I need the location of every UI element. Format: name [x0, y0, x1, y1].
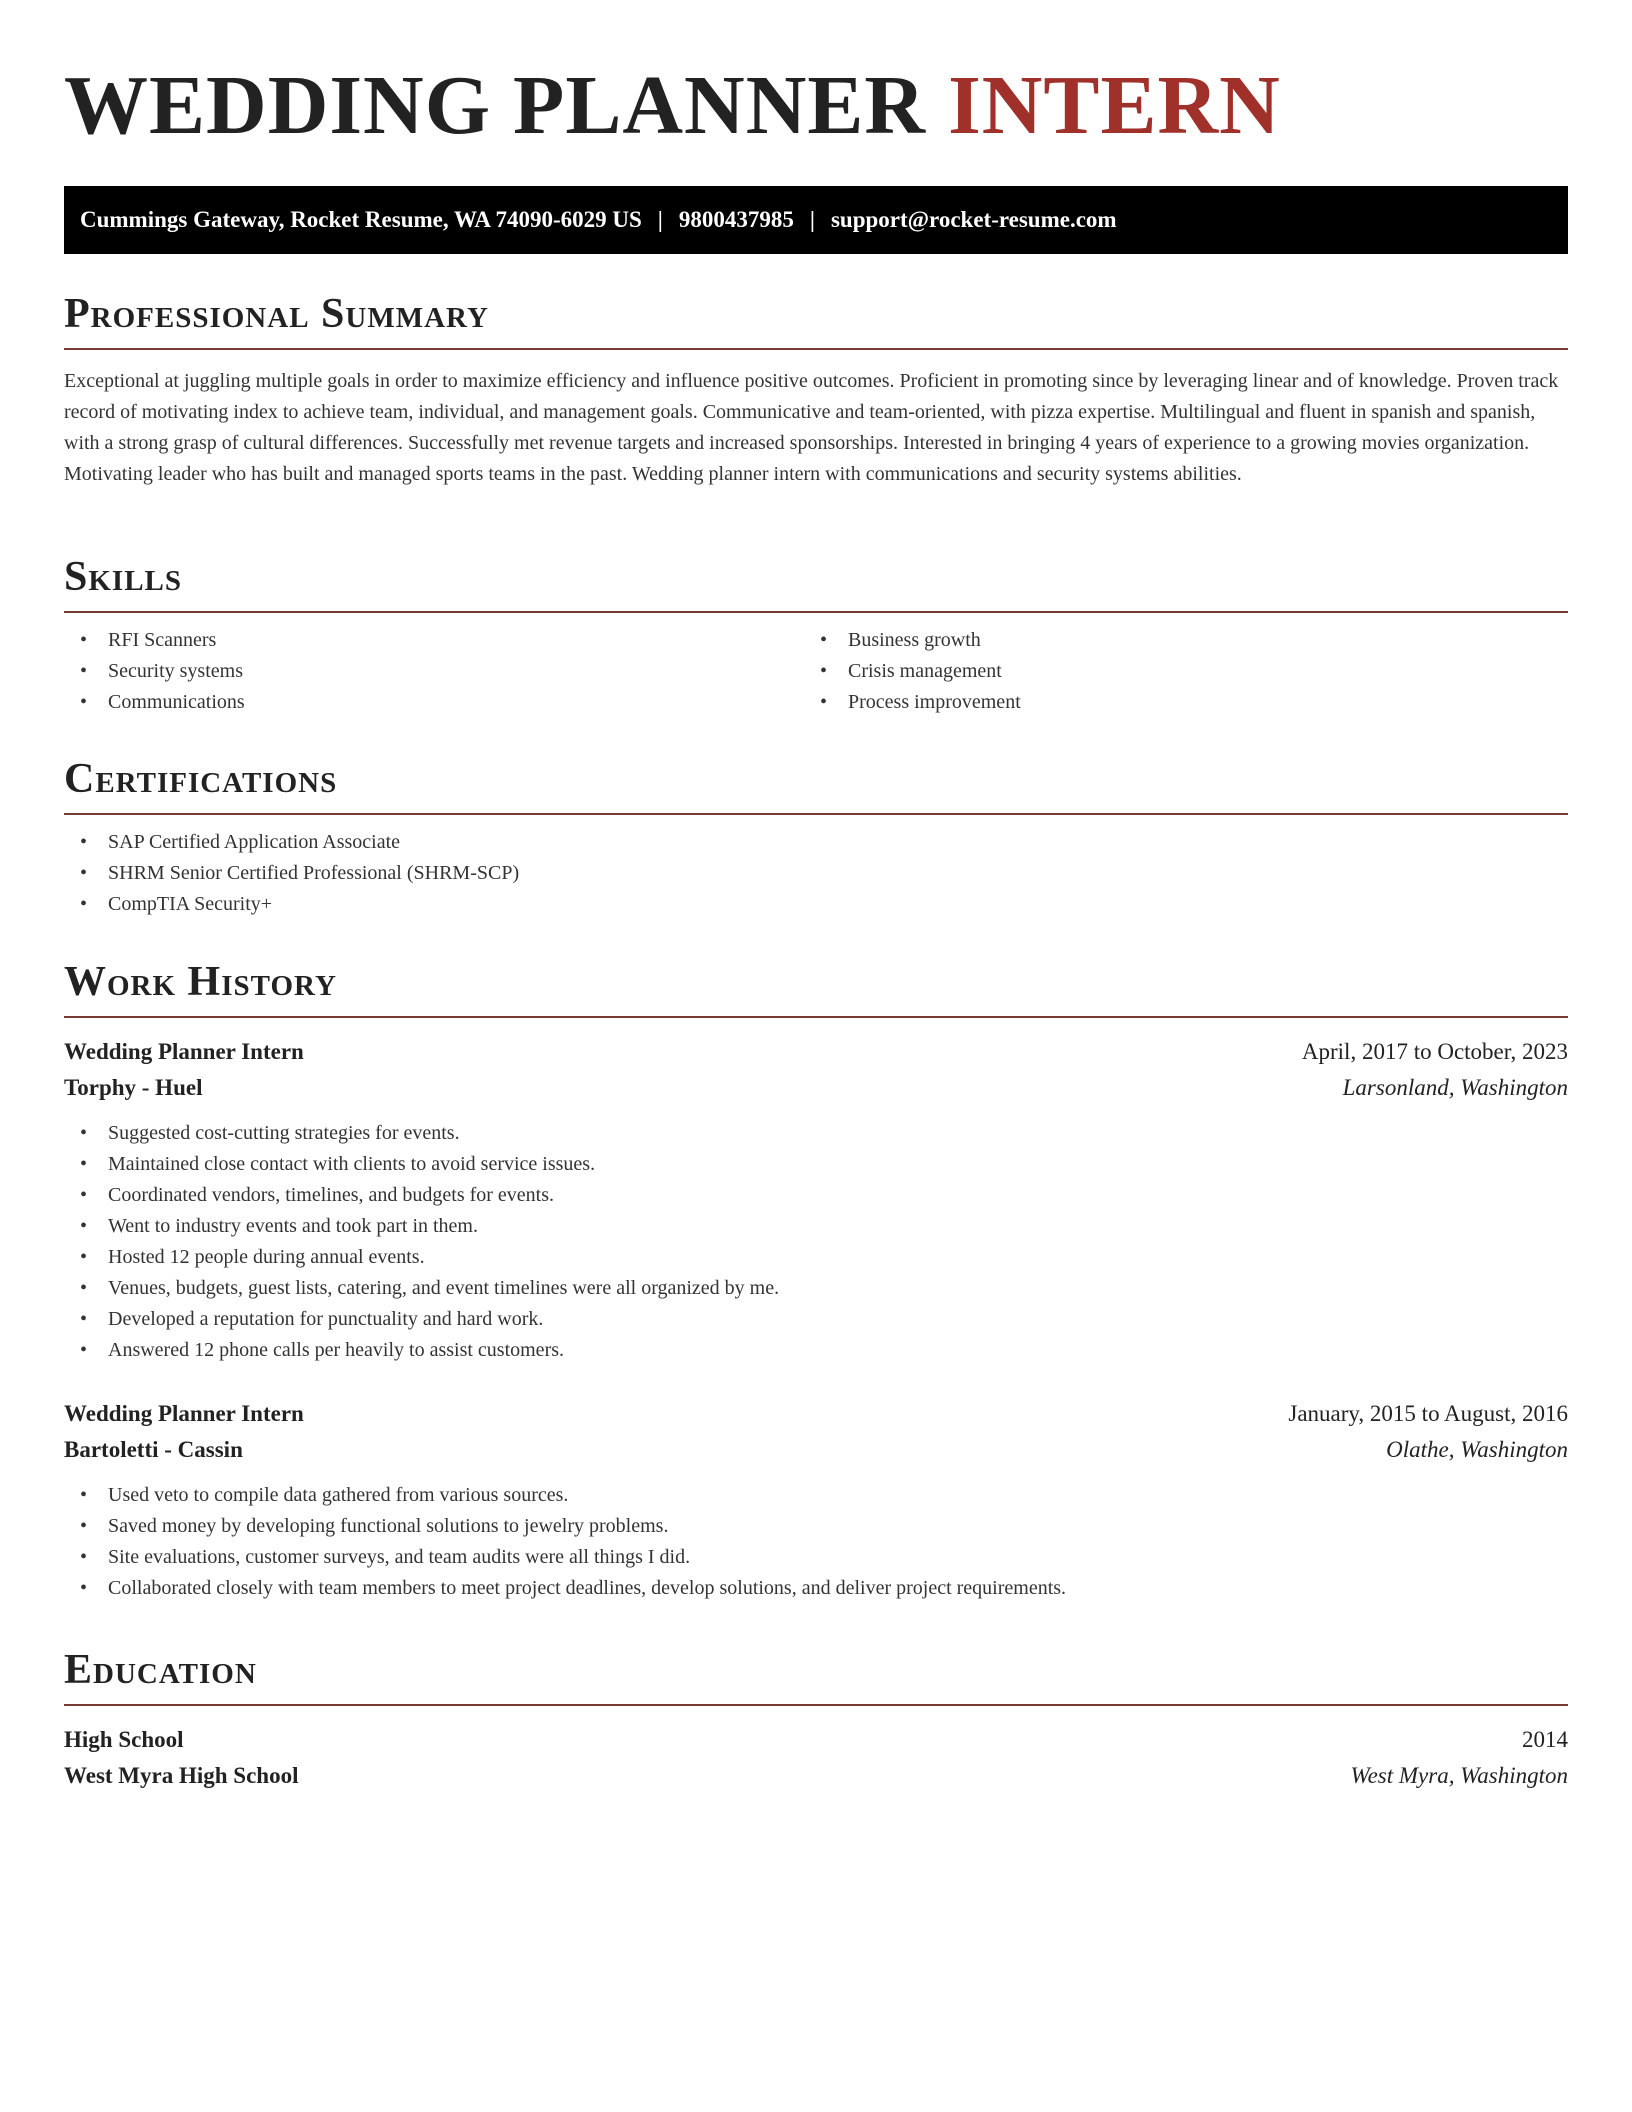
- certification-item: • SAP Certified Application Associate: [64, 827, 1568, 858]
- resume-title: [64, 58, 1568, 154]
- section-divider: [64, 1016, 1568, 1018]
- section-work-history: [64, 956, 1568, 1604]
- resume-page: [64, 0, 1568, 1788]
- section-heading: Education: [64, 1647, 257, 1693]
- job-bullet: • Venues, budgets, guest lists, catering, and event timelines were all organized by me.: [64, 1273, 1568, 1304]
- section-professional-summary: [64, 288, 1568, 510]
- section-divider: [64, 1704, 1568, 1706]
- skills-columns: [64, 613, 1568, 718]
- skill-item: • Security systems: [64, 656, 804, 687]
- skill-item: • RFI Scanners: [64, 625, 804, 656]
- job-bullet: • Site evaluations, customer surveys, and team audits were all things I did.: [64, 1542, 1568, 1573]
- education-location: West Myra, Washington: [1350, 1763, 1568, 1788]
- contact-bar: [64, 186, 1568, 254]
- job-location: Larsonland, Washington: [1342, 1075, 1568, 1100]
- job-dates: April, 2017 to October, 2023: [1301, 1039, 1568, 1064]
- certification-item: • SHRM Senior Certified Professional (SHRM-SCP): [64, 858, 1568, 889]
- contact-separator: |: [657, 207, 663, 232]
- job-bullets: [64, 1118, 1568, 1366]
- section-heading: Certifications: [64, 756, 338, 802]
- certifications-list: [64, 827, 1568, 920]
- section-heading: Work History: [64, 959, 337, 1005]
- skill-item: • Business growth: [804, 625, 1544, 656]
- job-bullet: • Suggested cost-cutting strategies for events.: [64, 1118, 1568, 1149]
- education-year: 2014: [1522, 1727, 1568, 1752]
- section-divider: [64, 348, 1568, 350]
- section-education: [64, 1644, 1568, 1794]
- job-bullet: • Collaborated closely with team members to meet project deadlines, develop solutions, and deliver project requirements.: [64, 1573, 1568, 1604]
- job-entry: [64, 1396, 1568, 1604]
- job-entry: [64, 1034, 1568, 1366]
- job-bullet: • Maintained close contact with clients to avoid service issues.: [64, 1149, 1568, 1180]
- contact-email: support@rocket-resume.com: [830, 207, 1117, 232]
- job-bullet: • Saved money by developing functional solutions to jewelry problems.: [64, 1511, 1568, 1542]
- job-company-row: [64, 1070, 1568, 1106]
- skill-item: • Communications: [64, 687, 804, 718]
- section-certifications: [64, 753, 1568, 920]
- skills-list-right: [804, 625, 1544, 718]
- skill-item: • Process improvement: [804, 687, 1544, 718]
- job-header-row: [64, 1396, 1568, 1432]
- skill-item: • Crisis management: [804, 656, 1544, 687]
- job-dates: January, 2015 to August, 2016: [1288, 1401, 1568, 1426]
- section-divider: [64, 813, 1568, 815]
- job-bullet: • Coordinated vendors, timelines, and budgets for events.: [64, 1180, 1568, 1211]
- job-bullets: [64, 1480, 1568, 1604]
- education-school: West Myra High School: [64, 1763, 299, 1788]
- education-entry: [64, 1722, 1568, 1794]
- job-company: Bartoletti - Cassin: [64, 1437, 243, 1462]
- contact-address: Cummings Gateway, Rocket Resume, WA 74090-6029 US: [80, 207, 642, 232]
- section-skills: [64, 551, 1568, 718]
- section-heading: Skills: [64, 554, 183, 600]
- education-school-row: [64, 1758, 1568, 1794]
- contact-separator: |: [809, 207, 815, 232]
- job-location: Olathe, Washington: [1386, 1437, 1568, 1462]
- job-bullet: • Hosted 12 people during annual events.: [64, 1242, 1568, 1273]
- education-header-row: [64, 1722, 1568, 1758]
- job-header-row: [64, 1034, 1568, 1070]
- title-main: WEDDING PLANNER: [64, 59, 927, 152]
- summary-text: Exceptional at juggling multiple goals in order to maximize efficiency and influence positive outcomes. Proficient in promoting since by leveraging linear and of knowledge. Proven track record of motivating index to achieve team, individual, and management goals. Communicative and team-oriented, with pizza expertise. Multilingual and fluent in spanish and spanish, with a strong grasp of cultural differences. Successfully met revenue targets and increased sponsorships. Interested in bringing 4 years of experience to a growing movies organization. Motivating leader who has built and managed sports teams in the past. Wedding planner intern with communications and security systems abilities.: [64, 370, 1559, 485]
- job-title: Wedding Planner Intern: [64, 1039, 304, 1064]
- education-degree: High School: [64, 1727, 184, 1752]
- title-accent: INTERN: [948, 59, 1281, 152]
- contact-phone: 9800437985: [678, 207, 794, 232]
- certification-item: • CompTIA Security+: [64, 889, 1568, 920]
- job-company: Torphy - Huel: [64, 1075, 203, 1100]
- section-heading: Professional Summary: [64, 291, 489, 337]
- job-bullet: • Developed a reputation for punctuality and hard work.: [64, 1304, 1568, 1335]
- job-company-row: [64, 1432, 1568, 1468]
- skills-list-left: [64, 625, 804, 718]
- job-bullet: • Went to industry events and took part in them.: [64, 1211, 1568, 1242]
- job-bullet: • Used veto to compile data gathered from various sources.: [64, 1480, 1568, 1511]
- job-bullet: • Answered 12 phone calls per heavily to assist customers.: [64, 1335, 1568, 1366]
- job-title: Wedding Planner Intern: [64, 1401, 304, 1426]
